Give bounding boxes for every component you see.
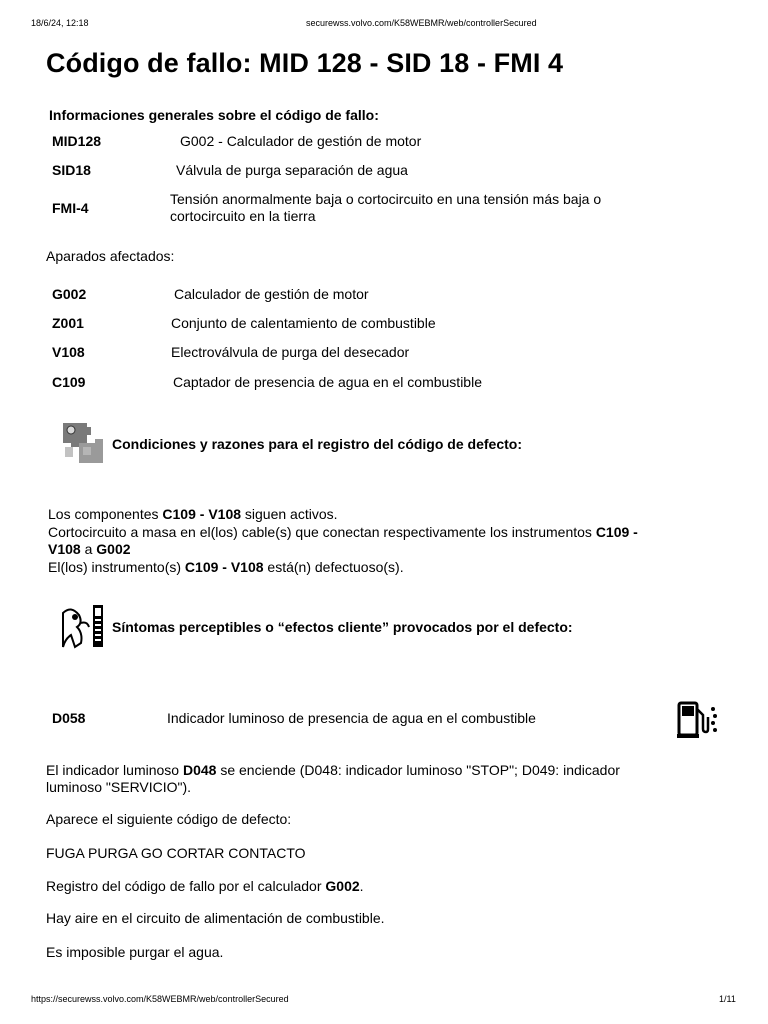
symptoms-para4: Registro del código de fallo por el calculador G002. [46, 878, 364, 894]
fuel-water-icon [677, 701, 719, 739]
conditions-heading: Condiciones y razones para el registro del código de defecto: [112, 436, 522, 452]
affected-heading: Aparados afectados: [46, 248, 175, 264]
indicator-code: D058 [52, 710, 86, 726]
affected-code: C109 [52, 374, 86, 390]
print-datetime: 18/6/24, 12:18 [31, 18, 89, 28]
symptoms-para1: El indicador luminoso D048 se enciende (D048: indicador luminoso "STOP"; D049: indicador [46, 762, 620, 778]
general-info-desc: G002 - Calculador de gestión de motor [180, 133, 422, 149]
general-info-desc-line2: cortocircuito en la tierra [170, 208, 316, 224]
affected-desc: Calculador de gestión de motor [174, 286, 369, 302]
print-url: securewss.volvo.com/K58WEBMR/web/controllerSecured [306, 18, 537, 28]
symptoms-para1-line2: luminoso "SERVICIO"). [46, 779, 192, 795]
conditions-line1: Los componentes C109 - V108 siguen activos. [48, 506, 338, 522]
affected-code: Z001 [52, 315, 84, 331]
affected-code: V108 [52, 344, 85, 360]
driver-dashboard-icon [61, 603, 105, 649]
general-info-desc-line1: Tensión anormalmente baja o cortocircuito en una tensión más baja o [170, 191, 602, 207]
affected-desc: Conjunto de calentamiento de combustible [171, 315, 436, 331]
indicator-desc: Indicador luminoso de presencia de agua en el combustible [167, 710, 536, 726]
symptoms-heading: Síntomas perceptibles o “efectos cliente” provocados por el defecto: [112, 619, 573, 635]
page-title: Código de fallo: MID 128 - SID 18 - FMI 4 [46, 48, 564, 78]
general-info-code: SID18 [52, 162, 91, 178]
conditions-line3: El(los) instrumento(s) C109 - V108 está(n) defectuoso(s). [48, 559, 404, 575]
general-info-heading: Informaciones generales sobre el código de fallo: [49, 107, 379, 123]
general-info-code: FMI-4 [52, 200, 89, 216]
affected-code: G002 [52, 286, 87, 302]
affected-desc: Electroválvula de purga del desecador [171, 344, 410, 360]
symptoms-para3: FUGA PURGA GO CORTAR CONTACTO [46, 845, 306, 861]
gears-icon [61, 421, 105, 465]
symptoms-para6: Es imposible purgar el agua. [46, 944, 224, 960]
symptoms-para2: Aparece el siguiente código de defecto: [46, 811, 292, 827]
footer-url: https://securewss.volvo.com/K58WEBMR/web/controllerSecured [31, 994, 289, 1004]
affected-desc: Captador de presencia de agua en el combustible [173, 374, 482, 390]
general-info-desc: Válvula de purga separación de agua [176, 162, 408, 178]
conditions-line2: Cortocircuito a masa en el(los) cable(s) que conectan respectivamente los instrumentos C109 - [48, 524, 638, 540]
footer-page-number: 1/11 [719, 994, 736, 1004]
general-info-code: MID128 [52, 133, 102, 149]
conditions-line2-cont: V108 a G002 [48, 541, 131, 557]
symptoms-para5: Hay aire en el circuito de alimentación de combustible. [46, 910, 385, 926]
